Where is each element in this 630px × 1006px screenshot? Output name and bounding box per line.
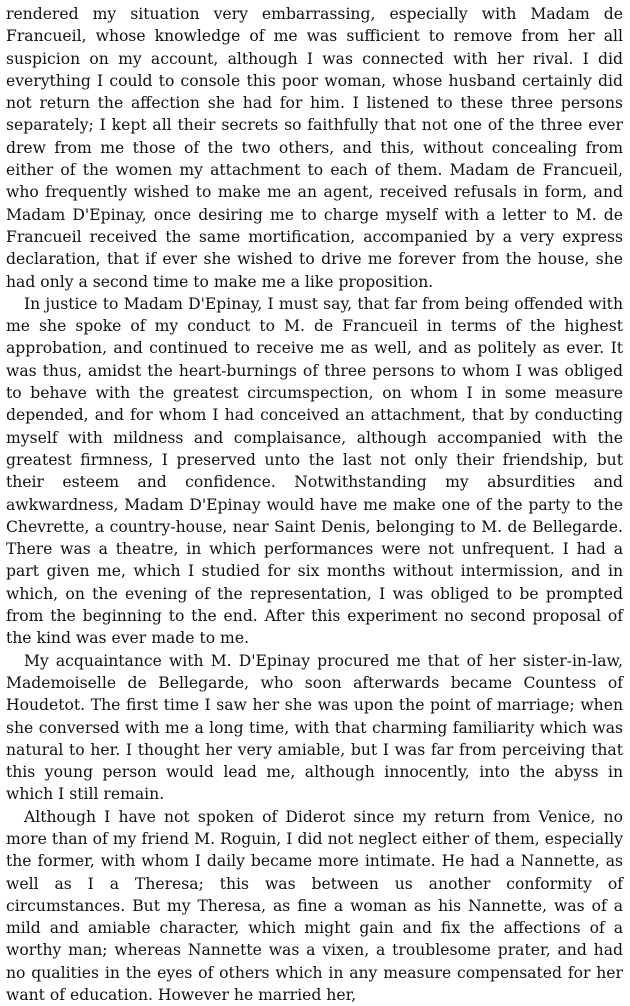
paragraph-3: My acquaintance with M. D'Epinay procured me that of her sister-in-law, Mademoiselle de Bellegarde, who soon afterwards became Countess of Houdetot. The first time I saw her she was upon the point of marriage; when she conversed with me a long time, with that charming familiarity which was natural to her. I thought her very amiable, but I was far from perceiving that this young person would lead me, although innocently, into the abyss in which I still remain. — [6, 651, 623, 804]
paragraph-1: rendered my situation very embarrassing, especially with Madam de Francueil, whose knowledge of me was sufficient to remove from her all suspicion on my account, although I was connected with her rival. I did everything I could to console this poor woman, whose husband certainly did not return the affection she had for him. I listened to these three persons separately; I kept all their secrets so faithfully that not one of the three ever drew from me those of the two others, and this, without concealing from either of the women my attachment to each of them. Madam de Francueil, who frequently wished to make me an agent, received refusals in form, and Madam D'Epinay, once desiring me to charge myself with a letter to M. de Francueil received the same mortification, accompanied by a very express declaration, that if ever she wished to drive me forever from the house, she had only a second time to make me a like proposition. — [6, 5, 623, 291]
paragraph-2: In justice to Madam D'Epinay, I must say, that far from being offended with me she spoke of my conduct to M. de Francueil in terms of the highest approbation, and continued to receive me as well, and as politely as ever. It was thus, amidst the heart-burnings of three persons to whom I was obliged to behave with the greatest circumspection, on whom I in some measure depended, and for whom I had conceived an attachment, that by conducting myself with mildness and complaisance, although accompanied with the greatest firmness, I preserved unto the last not only their friendship, but their esteem and confidence. Notwithstanding my absurdities and awkwardness, Madam D'Epinay would have me make one of the party to the Chevrette, a country-house, near Saint Denis, belonging to M. de Bellegarde. There was a theatre, in which performances were not unfrequent. I had a part given me, which I studied for six months without intermission, and in which, on the evening of the representation, I was obliged to be prompted from the beginning to the end. After this experiment no second proposal of the kind was ever made to me. — [6, 294, 623, 648]
paragraph-4: Although I have not spoken of Diderot since my return from Venice, no more than of my friend M. Roguin, I did not neglect either of them, especially the former, with whom I daily became more intimate. He had a Nannette, as well as I a Theresa; this was between us another conformity of circumstances. But my Theresa, as fine a woman as his Nannette, was of a mild and amiable character, which might gain and fix the affections of a worthy man; whereas Nannette was a vixen, a troublesome prater, and had no qualities in the eyes of others which in any measure compensated for her want of education. However he married her, — [6, 807, 623, 1005]
